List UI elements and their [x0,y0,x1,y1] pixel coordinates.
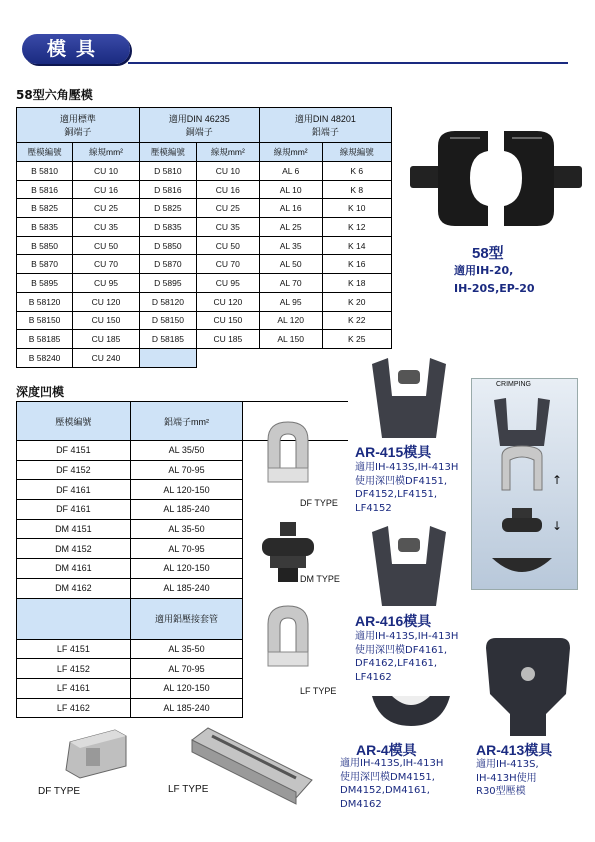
table-cell: DM 4161 [17,559,131,579]
table-cell: D 5810 [139,162,196,181]
table-cell: AL 70-95 [130,659,243,679]
table-cell: CU 10 [73,162,140,181]
table-cell: K 20 [322,292,391,311]
table-58-group-din48201: 適用DIN 48201 鋁端子 [259,108,391,143]
die-58-description: 適用IH-20, IH-20S,EP-20 [454,264,535,295]
df-block-photo [60,722,130,782]
table-cell: K 18 [322,274,391,293]
header-divider [128,62,568,64]
table-cell: CU 16 [73,180,140,199]
table-cell: CU 25 [196,199,259,218]
table-cell: AL 35-50 [130,639,243,659]
table-cell: B 5835 [17,218,73,237]
table-cell: DM 4151 [17,519,131,539]
table-cell: CU 150 [73,311,140,330]
table-cell: CU 10 [196,162,259,181]
die-58-title: 58型 [472,245,504,262]
ar4-description: 適用IH-413S,IH-413H 使用深凹模DM4151, DM4152,DM4161, DM4162 [340,758,444,810]
table-cell: K 12 [322,218,391,237]
table-cell: CU 35 [196,218,259,237]
crimping-label: CRIMPING [496,381,531,388]
table-cell: K 8 [322,180,391,199]
table-cell [259,348,322,367]
table-cell: AL 16 [259,199,322,218]
table-row [17,500,349,520]
table-cell: AL 35-50 [130,519,243,539]
table-cell: B 5850 [17,236,73,255]
ar413-photo [480,634,576,738]
dm-type-label: DM TYPE [300,574,340,584]
die-58-photo [410,126,582,232]
crimping-sequence-photo [476,390,572,586]
table-cell: CU 35 [73,218,140,237]
table-cell: AL 50 [259,255,322,274]
lf-header-blank [17,598,131,639]
lf-block-type-label: LF TYPE [168,784,209,795]
table-cell: D 5835 [139,218,196,237]
table-cell: AL 185-240 [130,578,243,598]
table-cell: B 5816 [17,180,73,199]
table-cell: K 16 [322,255,391,274]
table-cell: D 58120 [139,292,196,311]
table-row [17,236,392,255]
table-cell: DF 4152 [17,460,131,480]
lf-die-photo [262,604,314,668]
table-cell: LF 4151 [17,639,131,659]
depth-col-header: 鋁端子mm² [130,402,243,441]
ar413-title: AR-413模具 [476,742,553,758]
table-58-subheader: 壓模編號 [17,143,73,162]
table-58-subheader: 線規mm² [196,143,259,162]
table-cell: D 5870 [139,255,196,274]
table-58-subheader: 線規mm² [73,143,140,162]
table-row [17,255,392,274]
table-cell: DF 4151 [17,441,131,461]
table-cell: B 5895 [17,274,73,293]
table-cell: AL 150 [259,330,322,349]
table-cell: CU 95 [73,274,140,293]
depth-col-header: 壓模編號 [17,402,131,441]
table-cell: AL 10 [259,180,322,199]
ar4-title: AR-4模具 [356,742,417,758]
table-58-dies [16,107,392,368]
table-58-subheader: 壓模編號 [139,143,196,162]
table-cell: K 22 [322,311,391,330]
table-cell: CU 50 [196,236,259,255]
table-cell: D 5825 [139,199,196,218]
table-cell: LF 4161 [17,678,131,698]
table-cell: AL 120-150 [130,480,243,500]
table-cell: K 6 [322,162,391,181]
table-cell: CU 95 [196,274,259,293]
section-58-title: 58型六角壓模 [16,88,93,102]
df-die-photo [262,420,314,484]
table-cell: DF 4161 [17,480,131,500]
ar415-title: AR-415模具 [355,444,432,460]
table-cell: AL 185-240 [130,500,243,520]
table-cell: CU 120 [196,292,259,311]
table-cell: DF 4161 [17,500,131,520]
table-58-subheader: 線規編號 [322,143,391,162]
table-cell: D 5850 [139,236,196,255]
table-cell: B 5810 [17,162,73,181]
table-cell: K 10 [322,199,391,218]
table-cell: B 58120 [17,292,73,311]
ar415-photo [368,356,450,440]
table-row [17,698,349,718]
table-cell: AL 70 [259,274,322,293]
table-cell: B 5870 [17,255,73,274]
table-cell: K 25 [322,330,391,349]
svg-text:↑: ↑ [552,473,563,487]
table-cell: AL 185-240 [130,698,243,718]
table-58-subheader: 線規mm² [259,143,322,162]
table-cell: CU 25 [73,199,140,218]
table-cell [139,348,196,367]
table-cell: AL 70-95 [130,539,243,559]
ar4-photo [370,690,452,730]
lf-header: 適用鋁壓接套管 [130,598,243,639]
ar416-description: 適用IH-413S,IH-413H 使用深凹模DF4161, DF4162,LF4161, LF4162 [355,631,459,683]
ar415-description: 適用IH-413S,IH-413H 使用深凹模DF4151, DF4152,LF4151, LF4152 [355,462,459,514]
table-cell: B 58185 [17,330,73,349]
df-type-label: DF TYPE [300,498,338,508]
table-cell: CU 185 [73,330,140,349]
table-row [17,274,392,293]
table-58-body [17,162,392,368]
ar413-description: 適用IH-413S, IH-413H使用 R30型壓模 [476,759,539,797]
table-row [17,678,349,698]
table-cell: D 58150 [139,311,196,330]
table-cell: AL 120 [259,311,322,330]
table-cell: AL 6 [259,162,322,181]
table-cell: B 5825 [17,199,73,218]
ar416-title: AR-416模具 [355,613,432,629]
table-row [17,162,392,181]
page-title: 模具 [46,38,105,60]
table-cell: B 58150 [17,311,73,330]
table-58-group-din46235: 適用DIN 46235 銅端子 [139,108,259,143]
table-cell: DM 4152 [17,539,131,559]
lf-type-label: LF TYPE [300,686,337,696]
table-cell: AL 35 [259,236,322,255]
table-row [17,218,392,237]
table-cell: AL 70-95 [130,460,243,480]
table-row [17,348,392,367]
table-cell [196,348,259,367]
table-cell: AL 120-150 [130,559,243,579]
table-cell: D 5895 [139,274,196,293]
depth-section-title: 深度凹模 [16,385,65,399]
table-cell: CU 50 [73,236,140,255]
table-cell: K 14 [322,236,391,255]
table-cell: D 58185 [139,330,196,349]
table-row [17,199,392,218]
table-cell: LF 4162 [17,698,131,718]
table-cell: CU 70 [196,255,259,274]
table-58-group-standard: 適用標準 銅端子 [17,108,140,143]
table-cell: CU 70 [73,255,140,274]
table-cell: AL 120-150 [130,678,243,698]
df-block-type-label: DF TYPE [38,786,81,797]
table-row [17,311,392,330]
ar416-photo [368,524,450,608]
table-cell: CU 150 [196,311,259,330]
svg-text:↓: ↓ [552,519,563,533]
table-row [17,292,392,311]
table-cell: AL 25 [259,218,322,237]
table-cell: LF 4152 [17,659,131,679]
table-cell: CU 185 [196,330,259,349]
table-cell: D 5816 [139,180,196,199]
table-cell: AL 95 [259,292,322,311]
table-cell: CU 240 [73,348,140,367]
table-cell: B 58240 [17,348,73,367]
table-row [17,180,392,199]
table-row [17,330,392,349]
table-cell: AL 35/50 [130,441,243,461]
table-cell: CU 120 [73,292,140,311]
table-cell: DM 4162 [17,578,131,598]
table-cell: CU 16 [196,180,259,199]
